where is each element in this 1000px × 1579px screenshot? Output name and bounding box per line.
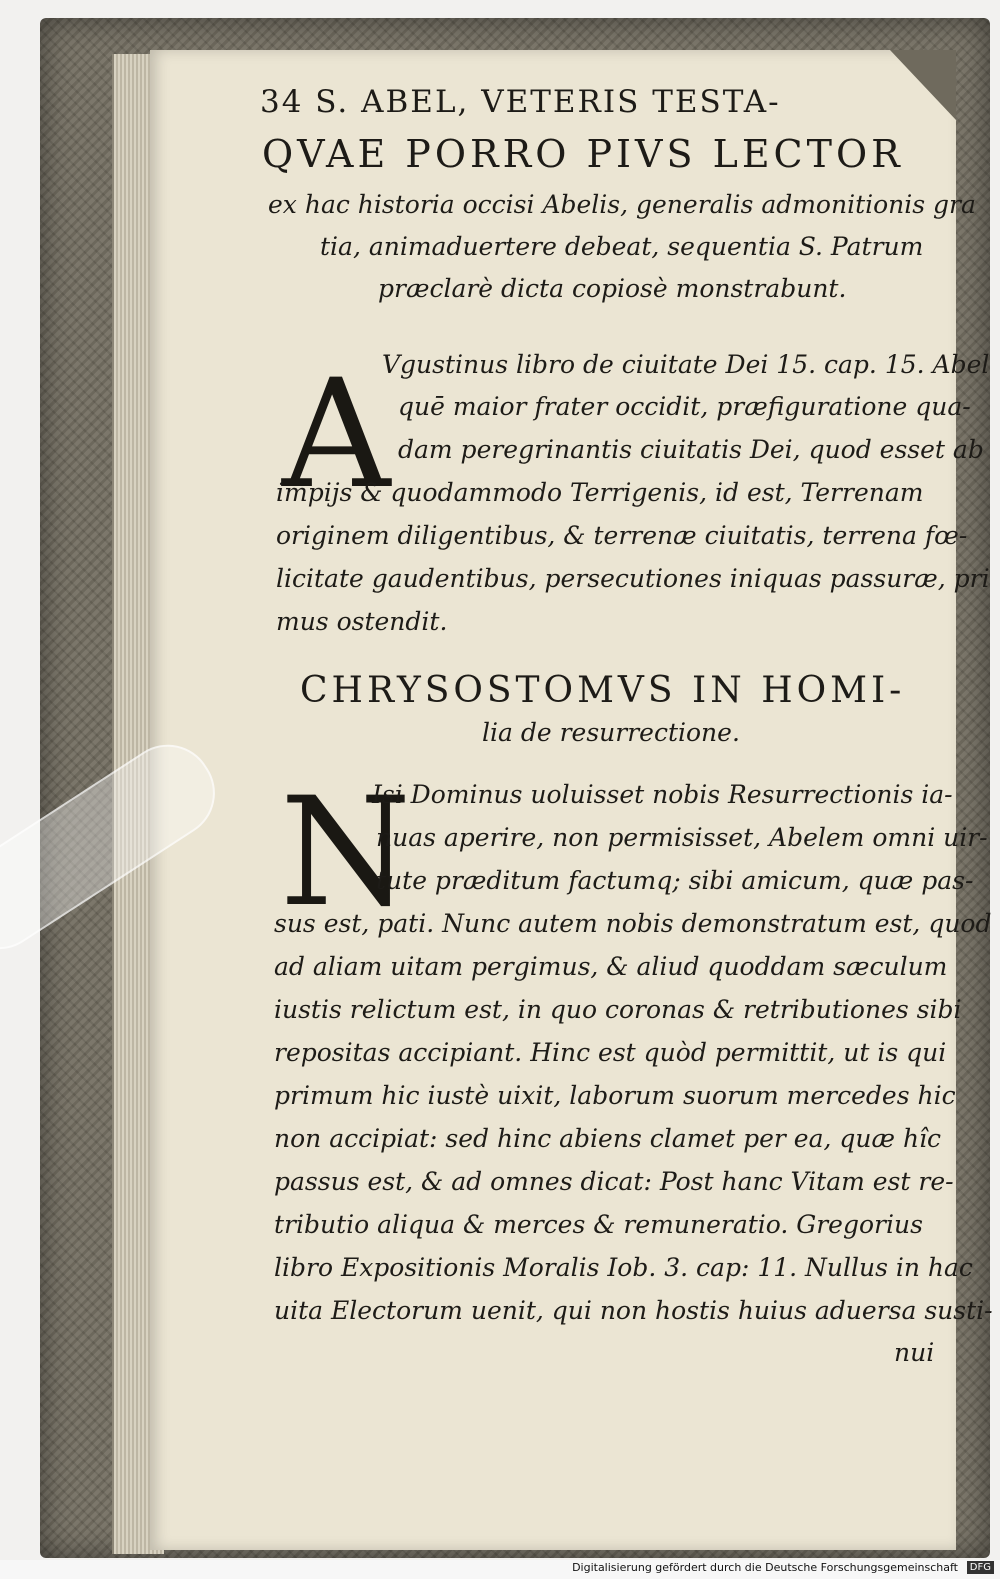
running-head: 34 S. ABEL, VETERIS TESTA- — [260, 84, 781, 120]
text-line: passus est, & ad omnes dicat: Post hanc Vitam est re- — [274, 1167, 954, 1196]
section-heading: QVAE PORRO PIVS LECTOR — [262, 132, 904, 176]
text-line: impijs & quodammodo Terrigenis, id est, Terrenam — [276, 478, 924, 507]
text-line: libro Expositionis Moralis Iob. 3. cap: 11. Nullus in hac — [274, 1253, 973, 1282]
text-line: sus est, pati. Nunc autem nobis demonstratum est, quod — [274, 909, 992, 938]
text-line: repositas accipiant. Hinc est quòd permittit, ut is qui — [274, 1038, 947, 1067]
text-line: quē maior frater occidit, præfiguratione qua- — [398, 392, 971, 421]
chrysostomus-subheading: lia de resurrectione. — [482, 718, 740, 747]
text-line: Vgustinus libro de ciuitate Dei 15. cap. 15. Abel — [382, 350, 990, 379]
text-line: non accipiat: sed hinc abiens clamet per ea, quæ hîc — [274, 1124, 942, 1153]
text-line: tributio aliqua & merces & remuneratio. Gregorius — [274, 1210, 923, 1239]
heading-line: præclarè dicta copiosè monstrabunt. — [378, 274, 847, 303]
text-line: tute præditum factumq; sibi amicum, quæ pas- — [376, 866, 974, 895]
drop-cap-a: A — [282, 348, 391, 522]
text-line: dam peregrinantis ciuitatis Dei, quod esset ab — [398, 435, 984, 464]
text-line: uita Electorum uenit, qui non hostis huius aduersa susti- — [274, 1296, 993, 1325]
text-line: ad aliam uitam pergimus, & aliud quoddam sæculum — [274, 952, 948, 981]
heading-line: tia, animaduertere debeat, sequentia S. Patrum — [320, 232, 924, 261]
text-line: iustis relictum est, in quo coronas & retributiones sibi — [274, 995, 962, 1024]
text-line: originem diligentibus, & terrenæ ciuitatis, terrena fœ- — [276, 521, 968, 550]
catchword: nui — [894, 1338, 935, 1367]
footer-credit: Digitalisierung gefördert durch die Deutsche Forschungsgemeinschaft — [572, 1561, 958, 1574]
chrysostomus-heading: CHRYSOSTOMVS IN HOMI- — [300, 670, 906, 711]
text-line: mus ostendit. — [276, 607, 448, 636]
dfg-logo: DFG — [967, 1561, 994, 1574]
text-line: primum hic iustè uixit, laborum suorum mercedes hic — [274, 1081, 956, 1110]
text-line: Isi Dominus uoluisset nobis Resurrectionis ia- — [372, 780, 953, 809]
text-line: nuas aperire, non permisisset, Abelem omni uir- — [376, 823, 988, 852]
torn-corner — [846, 50, 956, 120]
drop-cap-n: N — [280, 766, 412, 940]
book-page — [150, 50, 993, 1550]
text-line: licitate gaudentibus, persecutiones iniquas passuræ, pri — [276, 564, 990, 593]
heading-line: ex hac historia occisi Abelis, generalis admonitionis gra — [268, 190, 976, 219]
